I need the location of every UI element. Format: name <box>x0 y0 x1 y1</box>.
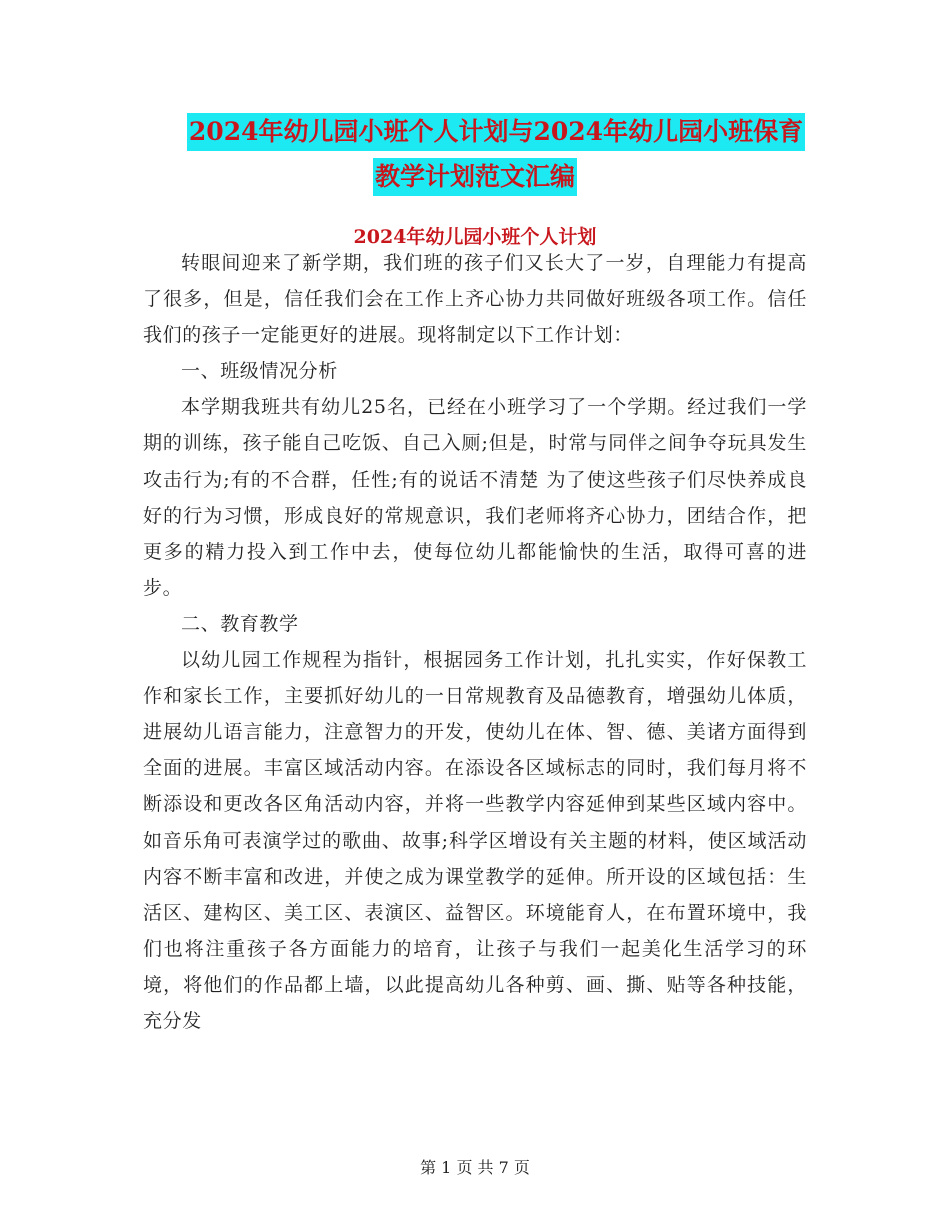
heading-education: 二、教育教学 <box>181 612 299 635</box>
title-line-2: 教学计划范文汇编 <box>373 158 577 196</box>
paragraph-class-analysis: 本学期我班共有幼儿25名，已经在小班学习了一个学期。经过我们一学期的训练，孩子能自己吃饭、自己入厕;但是，时常与同伴之间争夺玩具发生攻击行为;有的不合群，任性;有的说话不清楚 为了使这些孩子们尽快养成良好的行为习惯，形成良好的常规意识，我们老师将齐心协力，团结合作，把更多的精力投入到工作中去，使每位幼儿都能愉快的生活，取得可喜的进步。 <box>143 396 807 599</box>
heading-class-analysis: 一、班级情况分析 <box>181 360 338 383</box>
title-line-1: 2024年幼儿园小班个人计划与2024年幼儿园小班保育 <box>187 113 805 151</box>
paragraph-education: 以幼儿园工作规程为指针，根据园务工作计划，扎扎实实，作好保教工作和家长工作，主要抓好幼儿的一日常规教育及品德教育，增强幼儿体质，进展幼儿语言能力，注意智力的开发，使幼儿在体、智、德、美诸方面得到全面的进展。丰富区域活动内容。在添设各区域标志的同时，我们每月将不断添设和更改各区角活动内容，并将一些教学内容延伸到某些区域内容中。如音乐角可表演学过的歌曲、故事;科学区增设有关主题的材料，使区域活动内容不断丰富和改进，并使之成为课堂教学的延伸。所开设的区域包括：生活区、建构区、美工区、表演区、益智区。环境能育人，在布置环境中，我们也将注重孩子各方面能力的培育，让孩子与我们一起美化生活学习的环境，将他们的作品都上墙，以此提高幼儿各种剪、画、撕、贴等各种技能，充分发 <box>143 649 807 1032</box>
paragraph-intro: 转眼间迎来了新学期，我们班的孩子们又长大了一岁，自理能力有提高了很多，但是，信任我们会在工作上齐心协力共同做好班级各项工作。信任我们的孩子一定能更好的进展。现将制定以下工作计划： <box>143 252 807 347</box>
section-subtitle: 2024年幼儿园小班个人计划 <box>353 226 597 248</box>
document-title <box>0 113 950 196</box>
page-footer: 第 1 页 共 7 页 <box>420 1158 530 1177</box>
document-body <box>143 245 807 1039</box>
